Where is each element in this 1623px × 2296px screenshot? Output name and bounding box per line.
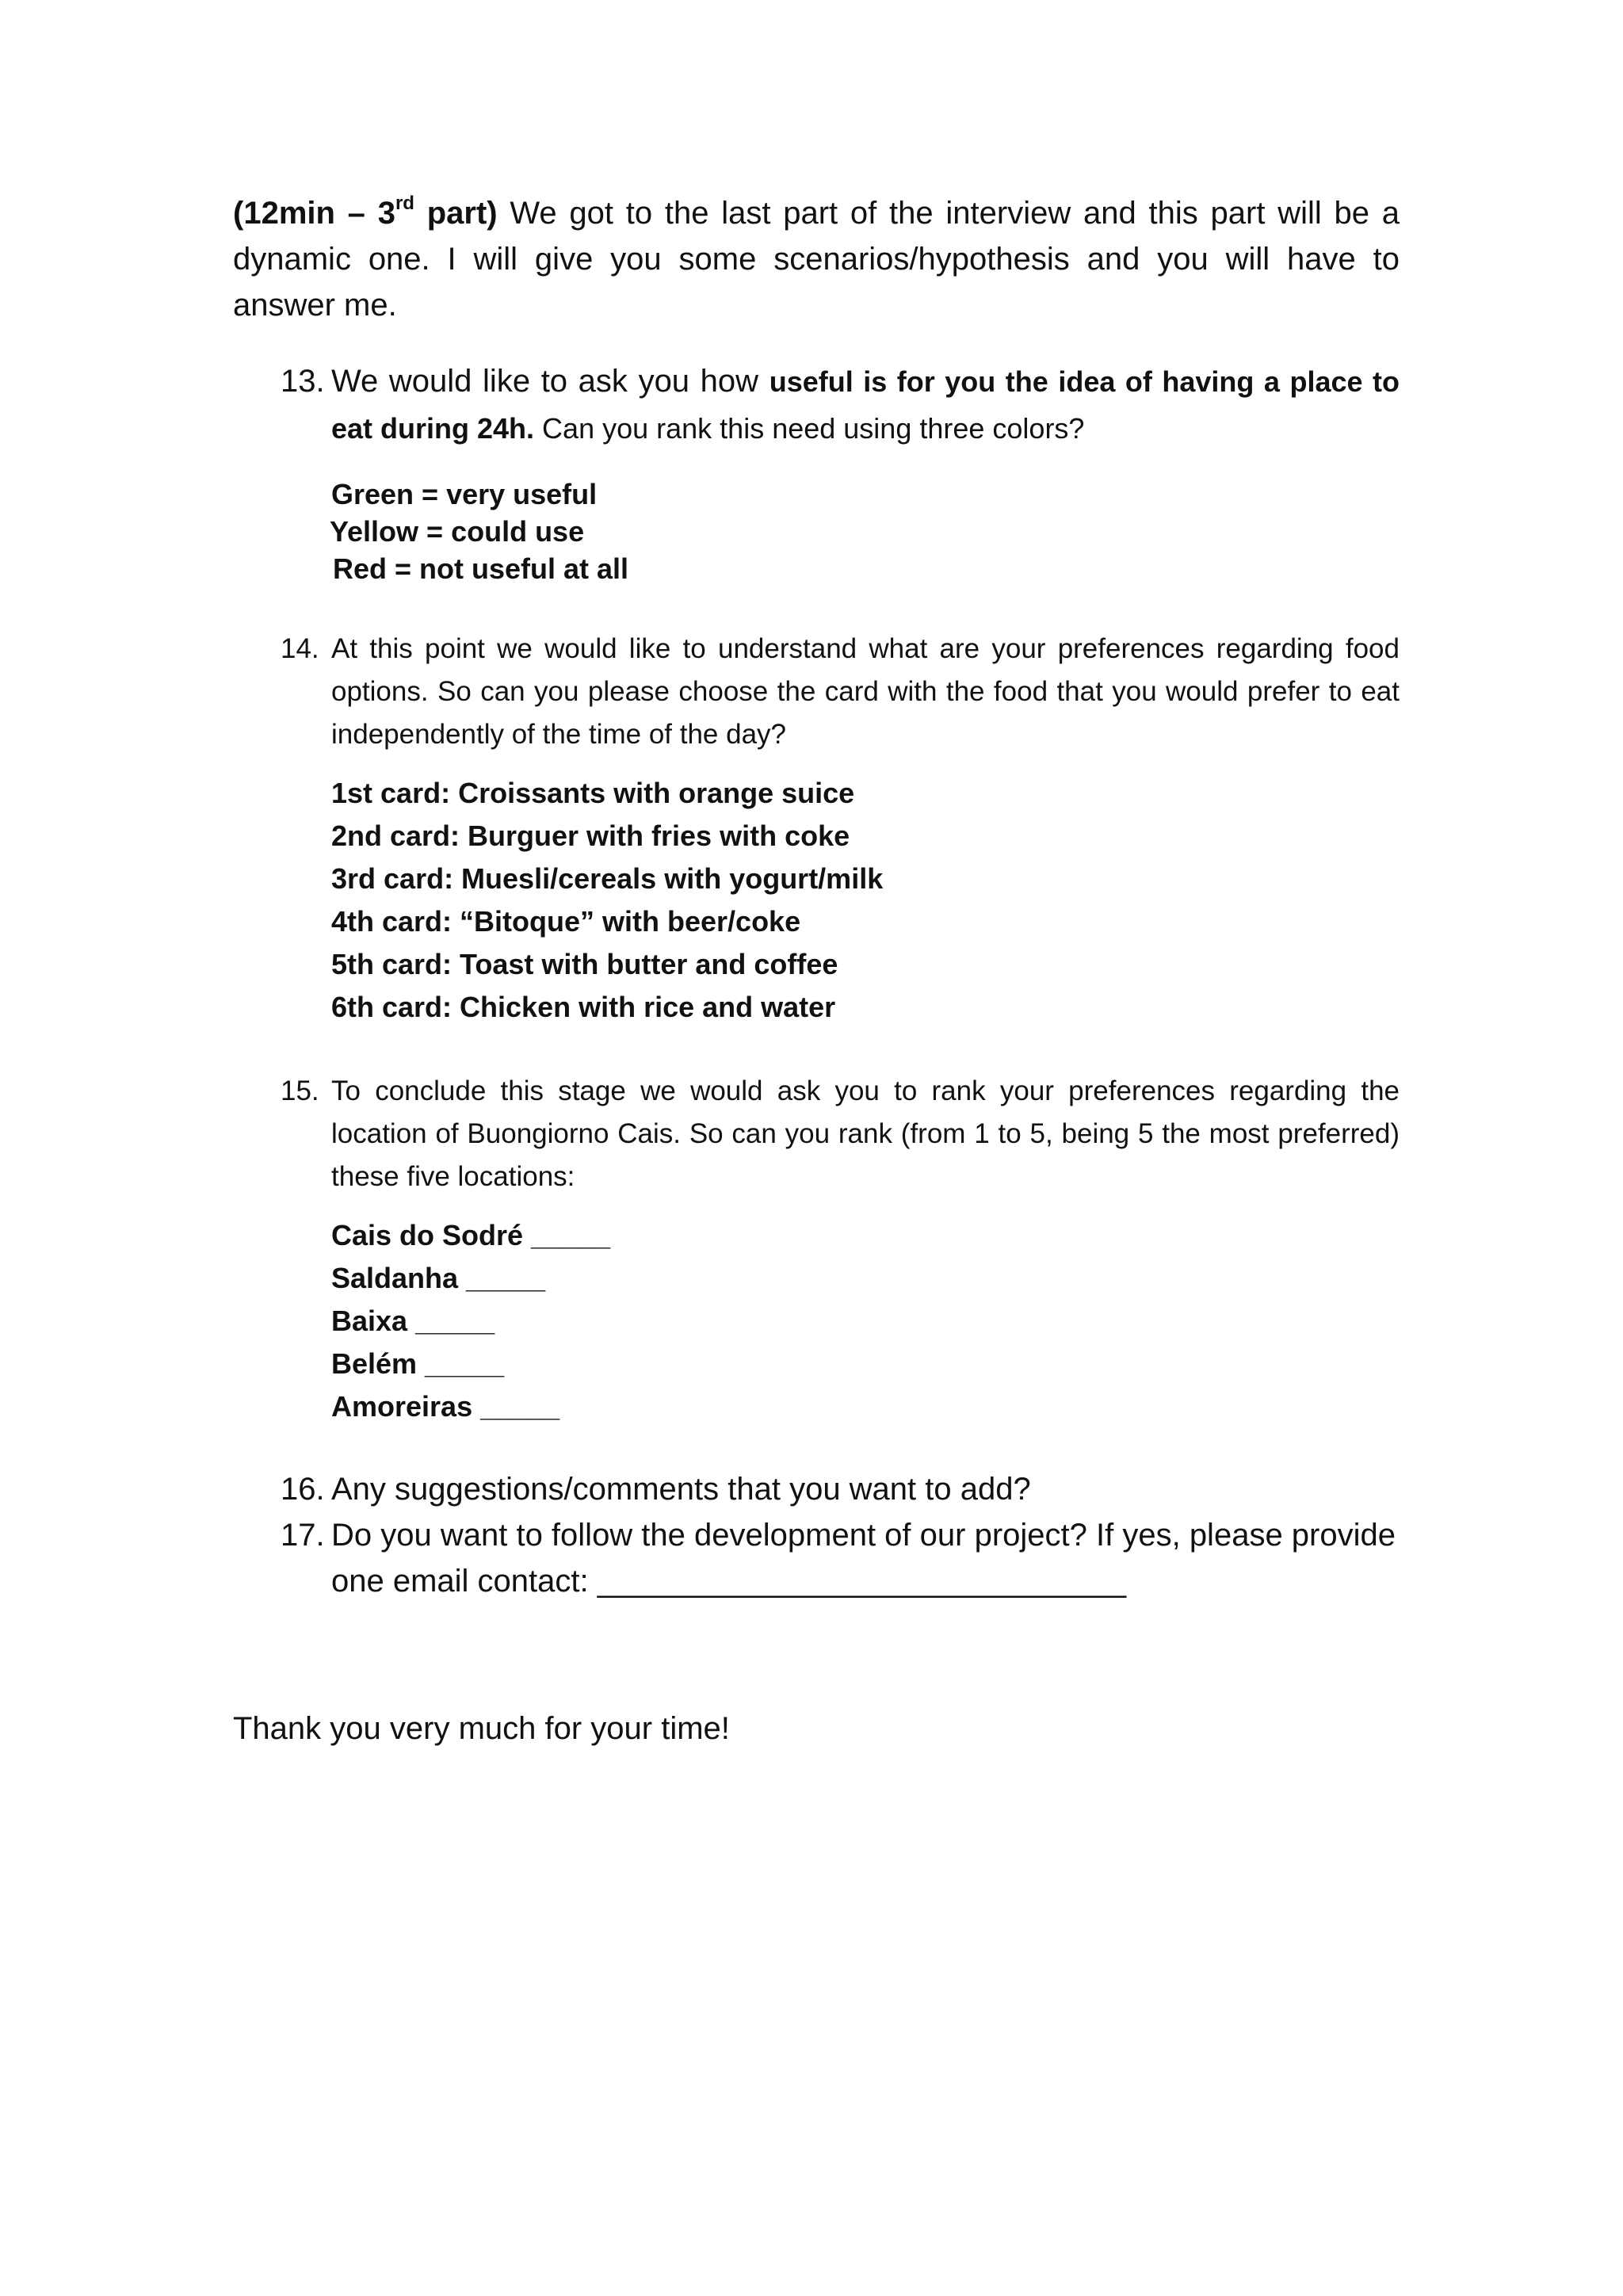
question-number: 15. — [281, 1075, 319, 1106]
food-card: 1st card: Croissants with orange suice — [331, 777, 855, 809]
intro-text: We got to the last part of the interview and this part will be a dynamic one. I will give you some scenarios/hypothesis and you will have to answer me. — [233, 196, 1400, 323]
question-17 — [281, 1512, 1400, 1604]
color-options — [331, 476, 628, 587]
food-card: 2nd card: Burguer with fries with coke — [331, 819, 850, 852]
option-green: Green = very useful — [331, 478, 598, 510]
question-text: At this point we would like to understand what are your preferences regarding food options. So can you please choose the card with the food that you would prefer to eat independently of the time of the day? — [331, 633, 1400, 750]
food-card-options — [331, 772, 883, 1029]
intro-paragraph — [233, 190, 1400, 328]
question-number: 14. — [281, 633, 319, 664]
question-number: 13. — [281, 364, 325, 399]
question-14 — [281, 628, 1400, 756]
question-16 — [281, 1466, 1400, 1512]
question-text: To conclude this stage we would ask you to rank your preferences regarding the location of Buongiorno Cais. So can you rank (from 1 to 5, being 5 the most preferred) these five locations: — [331, 1075, 1400, 1192]
option-red: Red = not useful at all — [333, 552, 629, 585]
question-text: We would like to ask you how useful is for you the idea of having a place to eat during 24h. Can you rank this need using three colors? — [331, 364, 1400, 445]
question-text: Any suggestions/comments that you want to add? — [331, 1472, 1031, 1507]
food-card: 5th card: Toast with butter and coffee — [331, 948, 838, 980]
question-text: Do you want to follow the development of our project? If yes, please provide one email contact: ______________________________ — [331, 1518, 1396, 1599]
question-13 — [281, 358, 1400, 452]
food-card: 6th card: Chicken with rice and water — [331, 991, 836, 1023]
food-card: 4th card: “Bitoque” with beer/coke — [331, 905, 801, 938]
location-options — [331, 1214, 610, 1428]
closing-text: Thank you very much for your time! — [233, 1711, 730, 1746]
question-number: 17. — [281, 1518, 325, 1553]
question-15 — [281, 1070, 1400, 1198]
location-item: Baixa _____ — [331, 1305, 495, 1337]
location-item: Amoreiras _____ — [331, 1390, 560, 1423]
location-item: Cais do Sodré _____ — [331, 1219, 611, 1251]
location-item: Saldanha _____ — [331, 1262, 546, 1294]
food-card: 3rd card: Muesli/cereals with yogurt/milk — [331, 862, 884, 895]
option-yellow: Yellow = could use — [330, 515, 585, 548]
question-number: 16. — [281, 1472, 325, 1507]
intro-timing-label: (12min – 3rd part) — [233, 193, 498, 231]
location-item: Belém _____ — [331, 1347, 505, 1380]
